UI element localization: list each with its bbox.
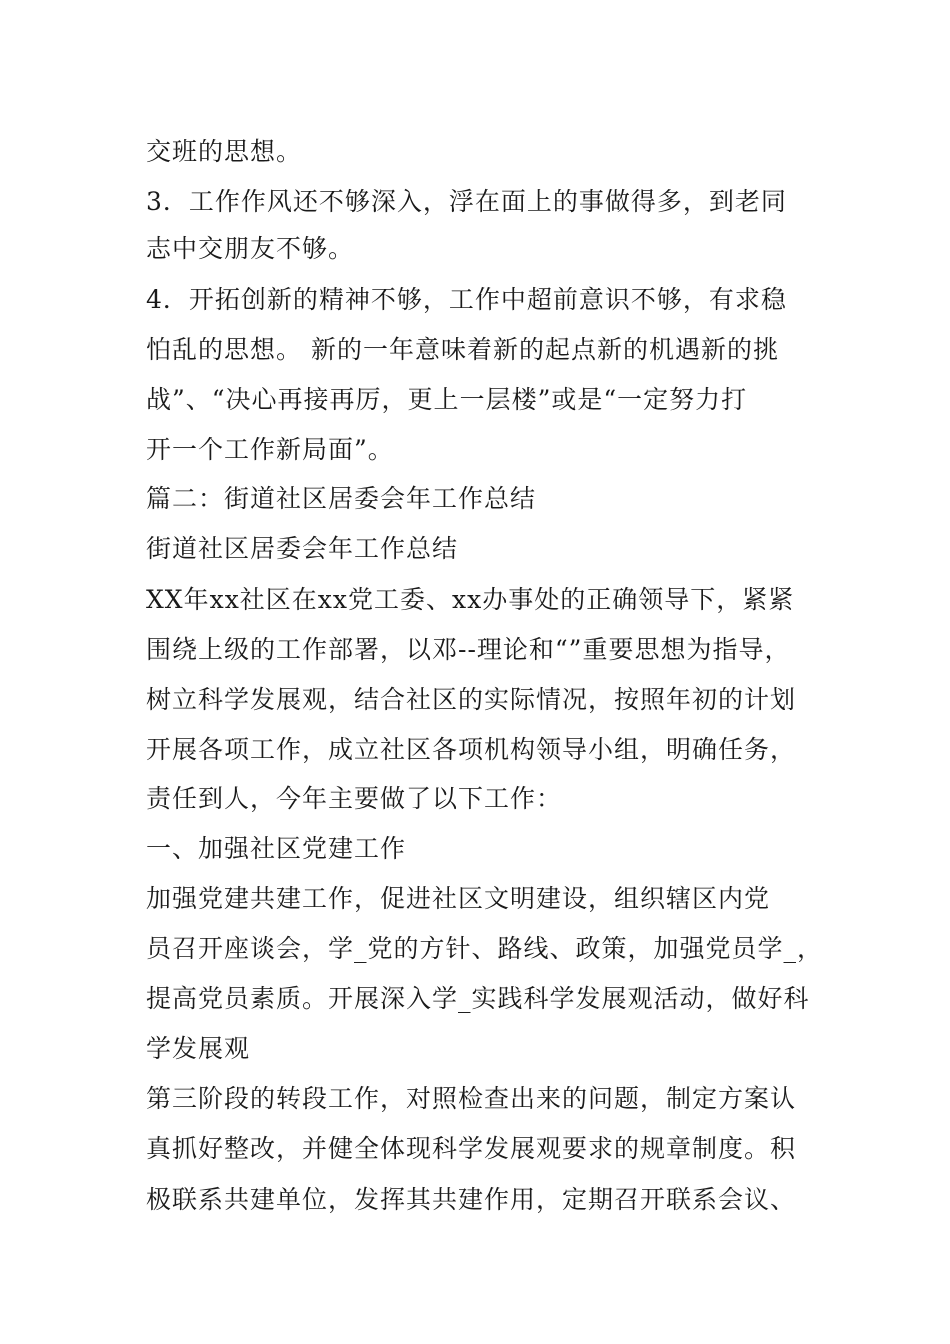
text-line: 真抓好整改，并健全体现科学发展观要求的规章制度。积	[146, 1134, 797, 1163]
text-line: 开一个工作新局面”。	[146, 435, 394, 464]
text-line: 4．开拓创新的精神不够，工作中超前意识不够，有求稳	[146, 285, 787, 314]
text-line: 围绕上级的工作部署，以邓--理论和“”重要思想为指导，	[146, 635, 791, 664]
text-line: 责任到人，今年主要做了以下工作：	[146, 784, 563, 813]
text-line: 志中交朋友不够。	[146, 234, 355, 263]
section-heading: 篇二：街道社区居委会年工作总结	[146, 484, 537, 513]
text-line: XX年xx社区在xx党工委、xx办事处的正确领导下，紧紧	[146, 585, 795, 614]
text-line: 员召开座谈会，学_党的方针、路线、政策，加强党员学_，	[146, 934, 824, 963]
text-line: 加强党建共建工作，促进社区文明建设，组织辖区内党	[146, 884, 771, 913]
subsection-heading: 一、加强社区党建工作	[146, 834, 407, 863]
text-line: 树立科学发展观，结合社区的实际情况，按照年初的计划	[146, 685, 797, 714]
text-line: 开展各项工作，成立社区各项机构领导小组，明确任务，	[146, 735, 797, 764]
text-line: 提高党员素质。开展深入学_实践科学发展观活动，做好科	[146, 984, 810, 1013]
text-line: 第三阶段的转段工作，对照检查出来的问题，制定方案认	[146, 1084, 797, 1113]
text-line: 极联系共建单位，发挥其共建作用，定期召开联系会议、	[146, 1185, 797, 1214]
text-line: 学发展观	[146, 1034, 251, 1063]
text-line: 战”、“决心再接再厉，更上一层楼”或是“一定努力打	[146, 385, 748, 414]
text-line: 3．工作作风还不够深入，浮在面上的事做得多，到老同	[146, 187, 787, 216]
section-subtitle: 街道社区居委会年工作总结	[146, 534, 459, 563]
text-line: 怕乱的思想。 新的一年意味着新的起点新的机遇新的挑	[146, 335, 779, 364]
text-line: 交班的思想。	[146, 137, 303, 166]
